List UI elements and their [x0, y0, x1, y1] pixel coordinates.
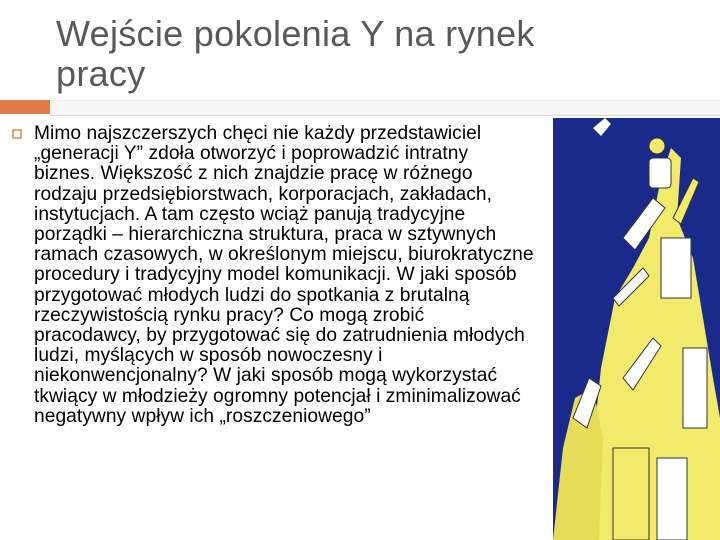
slide-title-line-1: Wejście pokolenia Y na rynek	[56, 13, 535, 54]
body-text: Mimo najszczerszych chęci nie każdy przedstawiciel „generacji Y” zdoła otworzyć i poprowadzić intratny biznes. Większość z nich znajdzie pracę w różnego rodzaju przedsiębiorstwach, korporacjach, zakładach, instytucjach. A tam często wciąż panują tradycyjne porządki – hierarchiczna struktura, praca w sztywnych ramach czasowych, w określonym miejscu, biurokratyczne procedury i tradycyjny model komunikacji. W jaki sposób przygotować młodych ludzi do spotkania z brutalną rzeczywistością rynku pracy? Co mogą zrobić pracodawcy, by przygotować się do zatrudnienia młodych ludzi, myślących w sposób nowoczesny i niekonwencjonalny? W jaki sposób mogą wykorzystać tkwiący w młodzieży ogromny potencjał i zminimalizować negatywny wpływ ich „roszczeniowego”	[34, 123, 534, 427]
businesspeople-illustration	[553, 118, 720, 540]
accent-bar	[0, 100, 50, 114]
square-bullet-icon	[12, 126, 22, 140]
body-paragraph	[34, 124, 534, 427]
title-divider	[50, 100, 720, 116]
slide-title-line-2: pracy	[56, 53, 146, 94]
slide-title	[56, 14, 696, 94]
